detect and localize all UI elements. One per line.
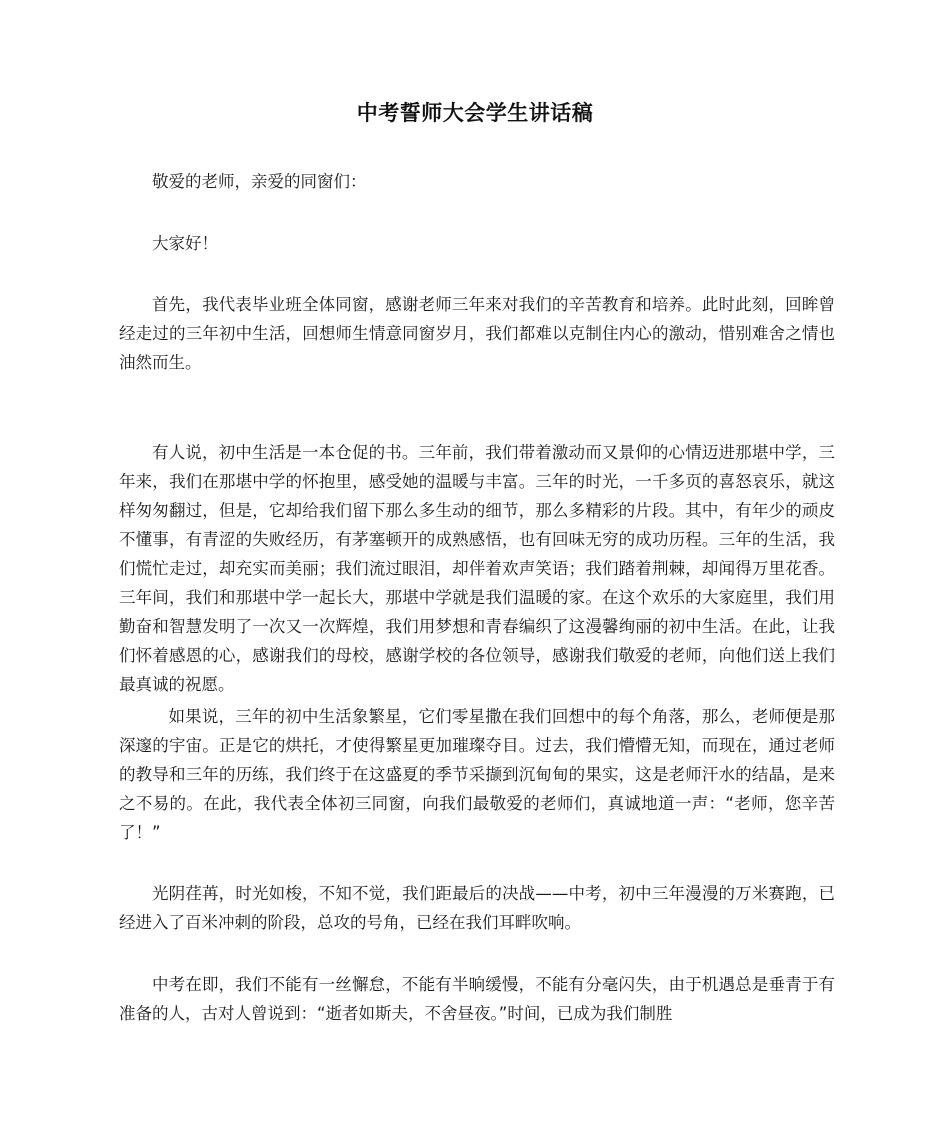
- greeting: 大家好！: [152, 234, 218, 253]
- document-title: 中考誓师大会学生讲话稿: [356, 101, 594, 125]
- paragraph-4: 光阴荏苒，时光如梭，不知不觉，我们距最后的决战——中考，初中三年漫漫的万米赛跑，已经进入了百米冲刺的阶段，总攻的号角，已经在我们耳畔吹响。: [119, 884, 835, 932]
- paragraph-5: 中考在即，我们不能有一丝懈怠，不能有半晌缓慢，不能有分毫闪失，由于机遇总是垂青于有准备的人，古对人曾说到：“逝者如斯夫，不舍昼夜。”时间，已成为我们制胜: [119, 975, 835, 1023]
- paragraph-3: 如果说，三年的初中生活象繁星，它们零星撒在我们回想中的每个角落，那么，老师便是那深邃的宇宙。正是它的烘托，才使得繁星更加璀璨夺目。过去，我们懵懵无知，而现在，通过老师的教导和三年的历练，我们终于在这盛夏的季节采撷到沉甸甸的果实，这是老师汗水的结晶，是来之不易的。在此，我代表全体初三同窗，向我们最敬爱的老师们，真诚地道一声：“老师，您辛苦了！”: [119, 707, 835, 842]
- paragraph-2: 有人说，初中生活是一本仓促的书。三年前，我们带着激动而又景仰的心情迈进那堪中学，三年来，我们在那堪中学的怀抱里，感受她的温暖与丰富。三年的时光，一千多页的喜怒哀乐，就这样匆匆翻过，但是，它却给我们留下那么多生动的细节，那么多精彩的片段。其中，有年少的顽皮不懂事，有青涩的失败经历，有茅塞顿开的成熟感悟，也有回味无穷的成功历程。三年的生活，我们慌忙走过，却充实而美丽；我们流过眼泪，却伴着欢声笑语；我们踏着荆棘，却闻得万里花香。三年间，我们和那堪中学一起长大，那堪中学就是我们温暖的家。在这个欢乐的大家庭里，我们用勤奋和智慧发明了一次又一次辉煌，我们用梦想和青春编织了这漫馨绚丽的初中生活。在此，让我们怀着感恩的心，感谢我们的母校，感谢学校的各位领导，感谢我们敬爱的老师，向他们送上我们最真诚的祝愿。: [119, 443, 835, 694]
- paragraph-1: 首先，我代表毕业班全体同窗，感谢老师三年来对我们的辛苦教育和培养。此时此刻，回眸曾经走过的三年初中生活，回想师生情意同窗岁月，我们都难以克制住内心的激动，惜别难舍之情也油然而生。: [119, 295, 835, 372]
- salutation: 敬爱的老师，亲爱的同窗们：: [152, 172, 367, 191]
